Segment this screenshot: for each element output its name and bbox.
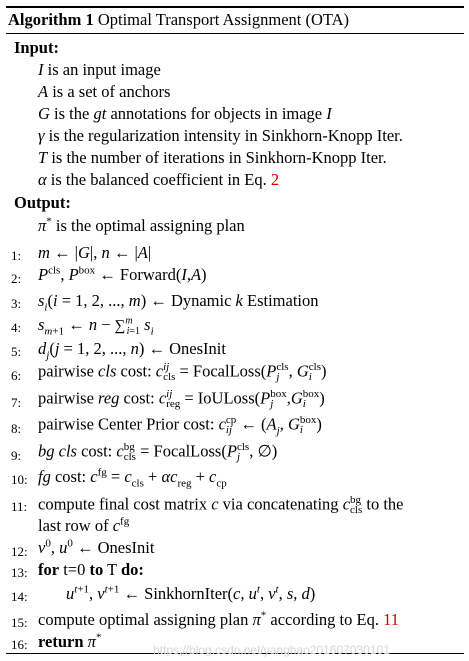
- input-item-anchors: A is a set of anchors: [38, 82, 171, 101]
- eq-ref-2[interactable]: 2: [270, 170, 280, 189]
- top-rule: [6, 6, 464, 8]
- watermark: https://blog.csdn.net/yanghao201607030101: [153, 643, 390, 657]
- caption-rule: [6, 33, 464, 34]
- input-item-gamma: γ is the regularization intensity in Sinkhorn-Knopp Iter.: [38, 126, 403, 145]
- algorithm-title: Optimal Transport Assignment (OTA): [97, 10, 350, 29]
- input-item-alpha: α is the balanced coefficient in Eq. 2: [38, 170, 280, 189]
- input-item-image: I is an input image: [38, 60, 161, 79]
- output-item-pi: π* is the optimal assigning plan: [38, 215, 245, 235]
- output-label: Output:: [14, 193, 71, 212]
- input-label: Input:: [14, 38, 59, 57]
- input-item-T: T is the number of iterations in Sinkhorn-Knopp Iter.: [38, 148, 387, 167]
- eq-ref-11[interactable]: 11: [383, 610, 399, 629]
- input-item-gt: G is the gt annotations for objects in image I: [38, 104, 332, 123]
- algorithm-number: Algorithm 1: [8, 10, 94, 29]
- algorithm-box: Algorithm 1 Optimal Transport Assignment (OTA) Input: I is an input image A is a set of anchors G is the gt annotations for objects in image I γ is the regularization intensity in Sinkhorn-Knopp Iter. T is the number of iterations in Sinkhorn-Knopp Iter. α is the balanced coefficient in Eq. 2 Output: π* is the optimal assigning plan 1: m ← |G|, n ← |A| 2: $P^{cls}$, $P^{box}$ ← Forward(I,A) 3: $s_i(i = 1$, 2, ..., m) ← Dynamic k Estimation 4: $s_{m+1}$ ← n − ∑$^m_{i=1}$ $s_i$ 5: $d_j(j = 1$, 2, ..., n) ← OnesInit 6: pairwise cls cost: c ij cls = FocalLoss(P cls j , G cls i ) 7: pairwise reg cost: c ij reg = IoULoss(P box j ,G box i ) 8: pairwise Center Prior cost: c cp ij ← ($A_j$, G box i ) 9: bg cls cost: c bg cls = FocalLoss(P cls j , ∅) 10: fg cost: $c^{fg} = c_{cls} + \alpha c_{reg} + c_{cp}$ 11: compute final cost matrix c via concatenating c bg cls to the last row of $c^{fg}$ 12: $v^0$, $u^0$ ← OnesInit 13: for t=0 to T do: 14: $u^{t+1}$, $v^{t+1}$ ← SinkhornIter(c, $u^t$, $v^t$, s, d) 15: compute optimal assigning plan π* according to Eq. 11 16: return π*: [6, 6, 464, 654]
- algorithm-caption: [8, 10, 349, 30]
